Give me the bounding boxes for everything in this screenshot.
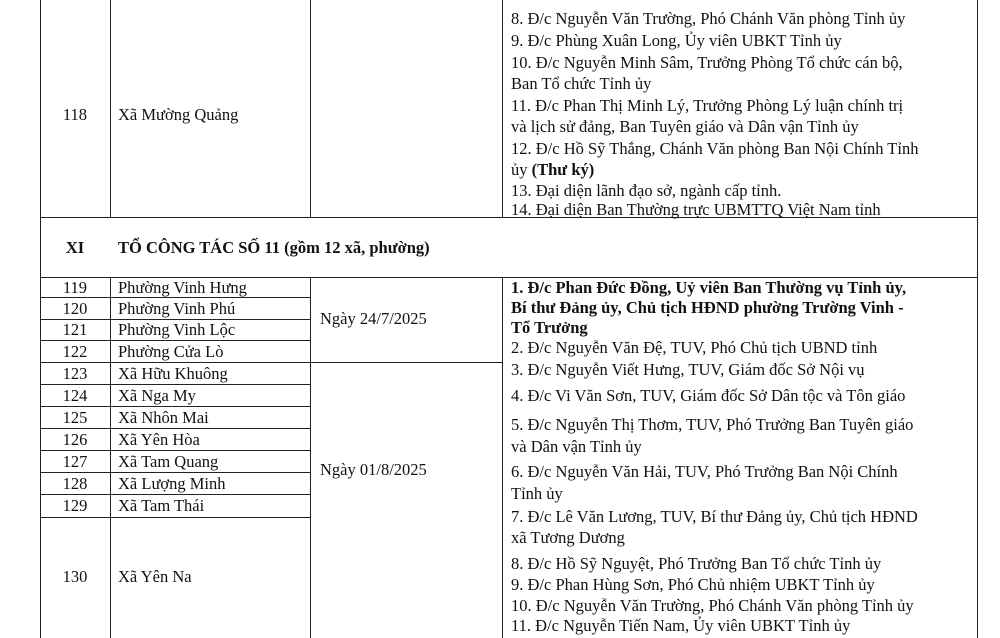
member-line: Tỉnh ủy	[511, 484, 563, 503]
member-line: 11. Đ/c Nguyễn Tiến Nam, Ủy viên UBKT Tỉnh ủy	[511, 616, 851, 635]
member-line: 8. Đ/c Hồ Sỹ Nguyệt, Phó Trưởng Ban Tổ chức Tỉnh ủy	[511, 554, 882, 573]
member-line: 10. Đ/c Nguyễn Văn Trường, Phó Chánh Văn phòng Tỉnh ủy	[511, 596, 914, 615]
row-border	[40, 494, 310, 495]
row-number: 130	[62, 567, 88, 586]
col-divider-3	[502, 0, 503, 217]
commune-name: Xã Yên Na	[118, 567, 192, 586]
member-line: 5. Đ/c Nguyễn Thị Thơm, TUV, Phó Trưởng Ban Tuyên giáo	[511, 415, 914, 434]
member-line: 12. Đ/c Hồ Sỹ Thắng, Chánh Văn phòng Ban Nội Chính Tỉnh	[511, 139, 919, 158]
member-line: Ban Tổ chức Tỉnh ủy	[511, 74, 652, 93]
row-border	[40, 362, 502, 363]
work-date: Ngày 24/7/2025	[320, 309, 427, 328]
col-divider-2	[310, 0, 311, 217]
commune-name: Phường Vinh Phú	[118, 299, 236, 318]
row-number: 126	[62, 430, 88, 449]
col-divider-2	[310, 277, 311, 638]
member-line: 13. Đại diện lãnh đạo sở, ngành cấp tỉnh.	[511, 181, 782, 200]
row-number: 120	[62, 299, 88, 318]
member-line: 2. Đ/c Nguyễn Văn Đệ, TUV, Phó Chủ tịch UBND tỉnh	[511, 338, 878, 357]
member-line: xã Tương Dương	[511, 528, 625, 547]
member-line: 1. Đ/c Phan Đức Đồng, Uỷ viên Ban Thường vụ Tỉnh ủy,	[511, 278, 907, 297]
col-divider-3	[502, 277, 503, 638]
commune-name: Phường Vinh Hưng	[118, 278, 247, 297]
row-number: 122	[62, 342, 88, 361]
secretary-label: (Thư ký)	[531, 160, 595, 179]
member-line: 3. Đ/c Nguyễn Viết Hưng, TUV, Giám đốc Sở Nội vụ	[511, 360, 865, 379]
member-line: và lịch sử đảng, Ban Tuyên giáo và Dân vận Tỉnh ủy	[511, 117, 859, 136]
member-line: 11. Đ/c Phan Thị Minh Lý, Trưởng Phòng Lý luận chính trị	[511, 96, 904, 115]
commune-name: Xã Tam Thái	[118, 496, 205, 515]
member-line: và Dân vận Tỉnh ủy	[511, 437, 642, 456]
row-number: 118	[62, 105, 88, 124]
member-line: 4. Đ/c Vi Văn Sơn, TUV, Giám đốc Sở Dân tộc và Tôn giáo	[511, 386, 906, 405]
commune-name: Xã Tam Quang	[118, 452, 219, 471]
member-line: Bí thư Đảng ủy, Chủ tịch HĐND phường Trường Vinh -	[511, 298, 904, 317]
row-number: 121	[62, 320, 88, 339]
row-border	[40, 384, 310, 385]
row-border	[40, 450, 310, 451]
commune-name: Xã Lượng Minh	[118, 474, 226, 493]
row-number: 119	[62, 278, 88, 297]
work-date: Ngày 01/8/2025	[320, 460, 427, 479]
commune-name: Xã Nhôn Mai	[118, 408, 209, 427]
row-border	[40, 517, 310, 518]
group-roman-numeral: XI	[65, 238, 85, 257]
col-divider-1	[110, 277, 111, 638]
member-line: 14. Đại diện Ban Thường trực UBMTTQ Việt Nam tỉnh	[511, 200, 881, 219]
row-number: 125	[62, 408, 88, 427]
row-number: 124	[62, 386, 88, 405]
commune-name: Xã Hữu Khuông	[118, 364, 228, 383]
member-line: Tổ Trưởng	[511, 318, 588, 337]
member-line: 7. Đ/c Lê Văn Lương, TUV, Bí thư Đảng ủy, Chủ tịch HĐND	[511, 507, 918, 526]
member-line	[511, 160, 594, 180]
row-number: 123	[62, 364, 88, 383]
group-title: TỔ CÔNG TÁC SỐ 11 (gồm 12 xã, phường)	[118, 238, 430, 257]
row-border	[40, 406, 310, 407]
member-line: 10. Đ/c Nguyễn Minh Sâm, Trưởng Phòng Tổ chức cán bộ,	[511, 53, 903, 72]
member-line: 9. Đ/c Phùng Xuân Long, Ủy viên UBKT Tỉnh ủy	[511, 31, 842, 50]
row-number: 127	[62, 452, 88, 471]
member-line: 9. Đ/c Phan Hùng Sơn, Phó Chủ nhiệm UBKT Tỉnh ủy	[511, 575, 875, 594]
row-border	[40, 472, 310, 473]
row-border	[40, 340, 310, 341]
commune-name: Xã Nga My	[118, 386, 196, 405]
row-border	[40, 428, 310, 429]
col-divider-1	[110, 0, 111, 217]
commune-name: Xã Mường Quảng	[118, 105, 239, 124]
member-line-text: ủy	[511, 160, 532, 179]
row-number: 128	[62, 474, 88, 493]
member-line: 6. Đ/c Nguyễn Văn Hải, TUV, Phó Trưởng Ban Nội Chính	[511, 462, 898, 481]
member-line: 8. Đ/c Nguyễn Văn Trường, Phó Chánh Văn phòng Tỉnh ủy	[511, 9, 906, 28]
commune-name: Xã Yên Hòa	[118, 430, 200, 449]
row-number: 129	[62, 496, 88, 515]
table-border-right	[977, 0, 978, 638]
commune-name: Phường Cửa Lò	[118, 342, 224, 361]
commune-name: Phường Vinh Lộc	[118, 320, 236, 339]
